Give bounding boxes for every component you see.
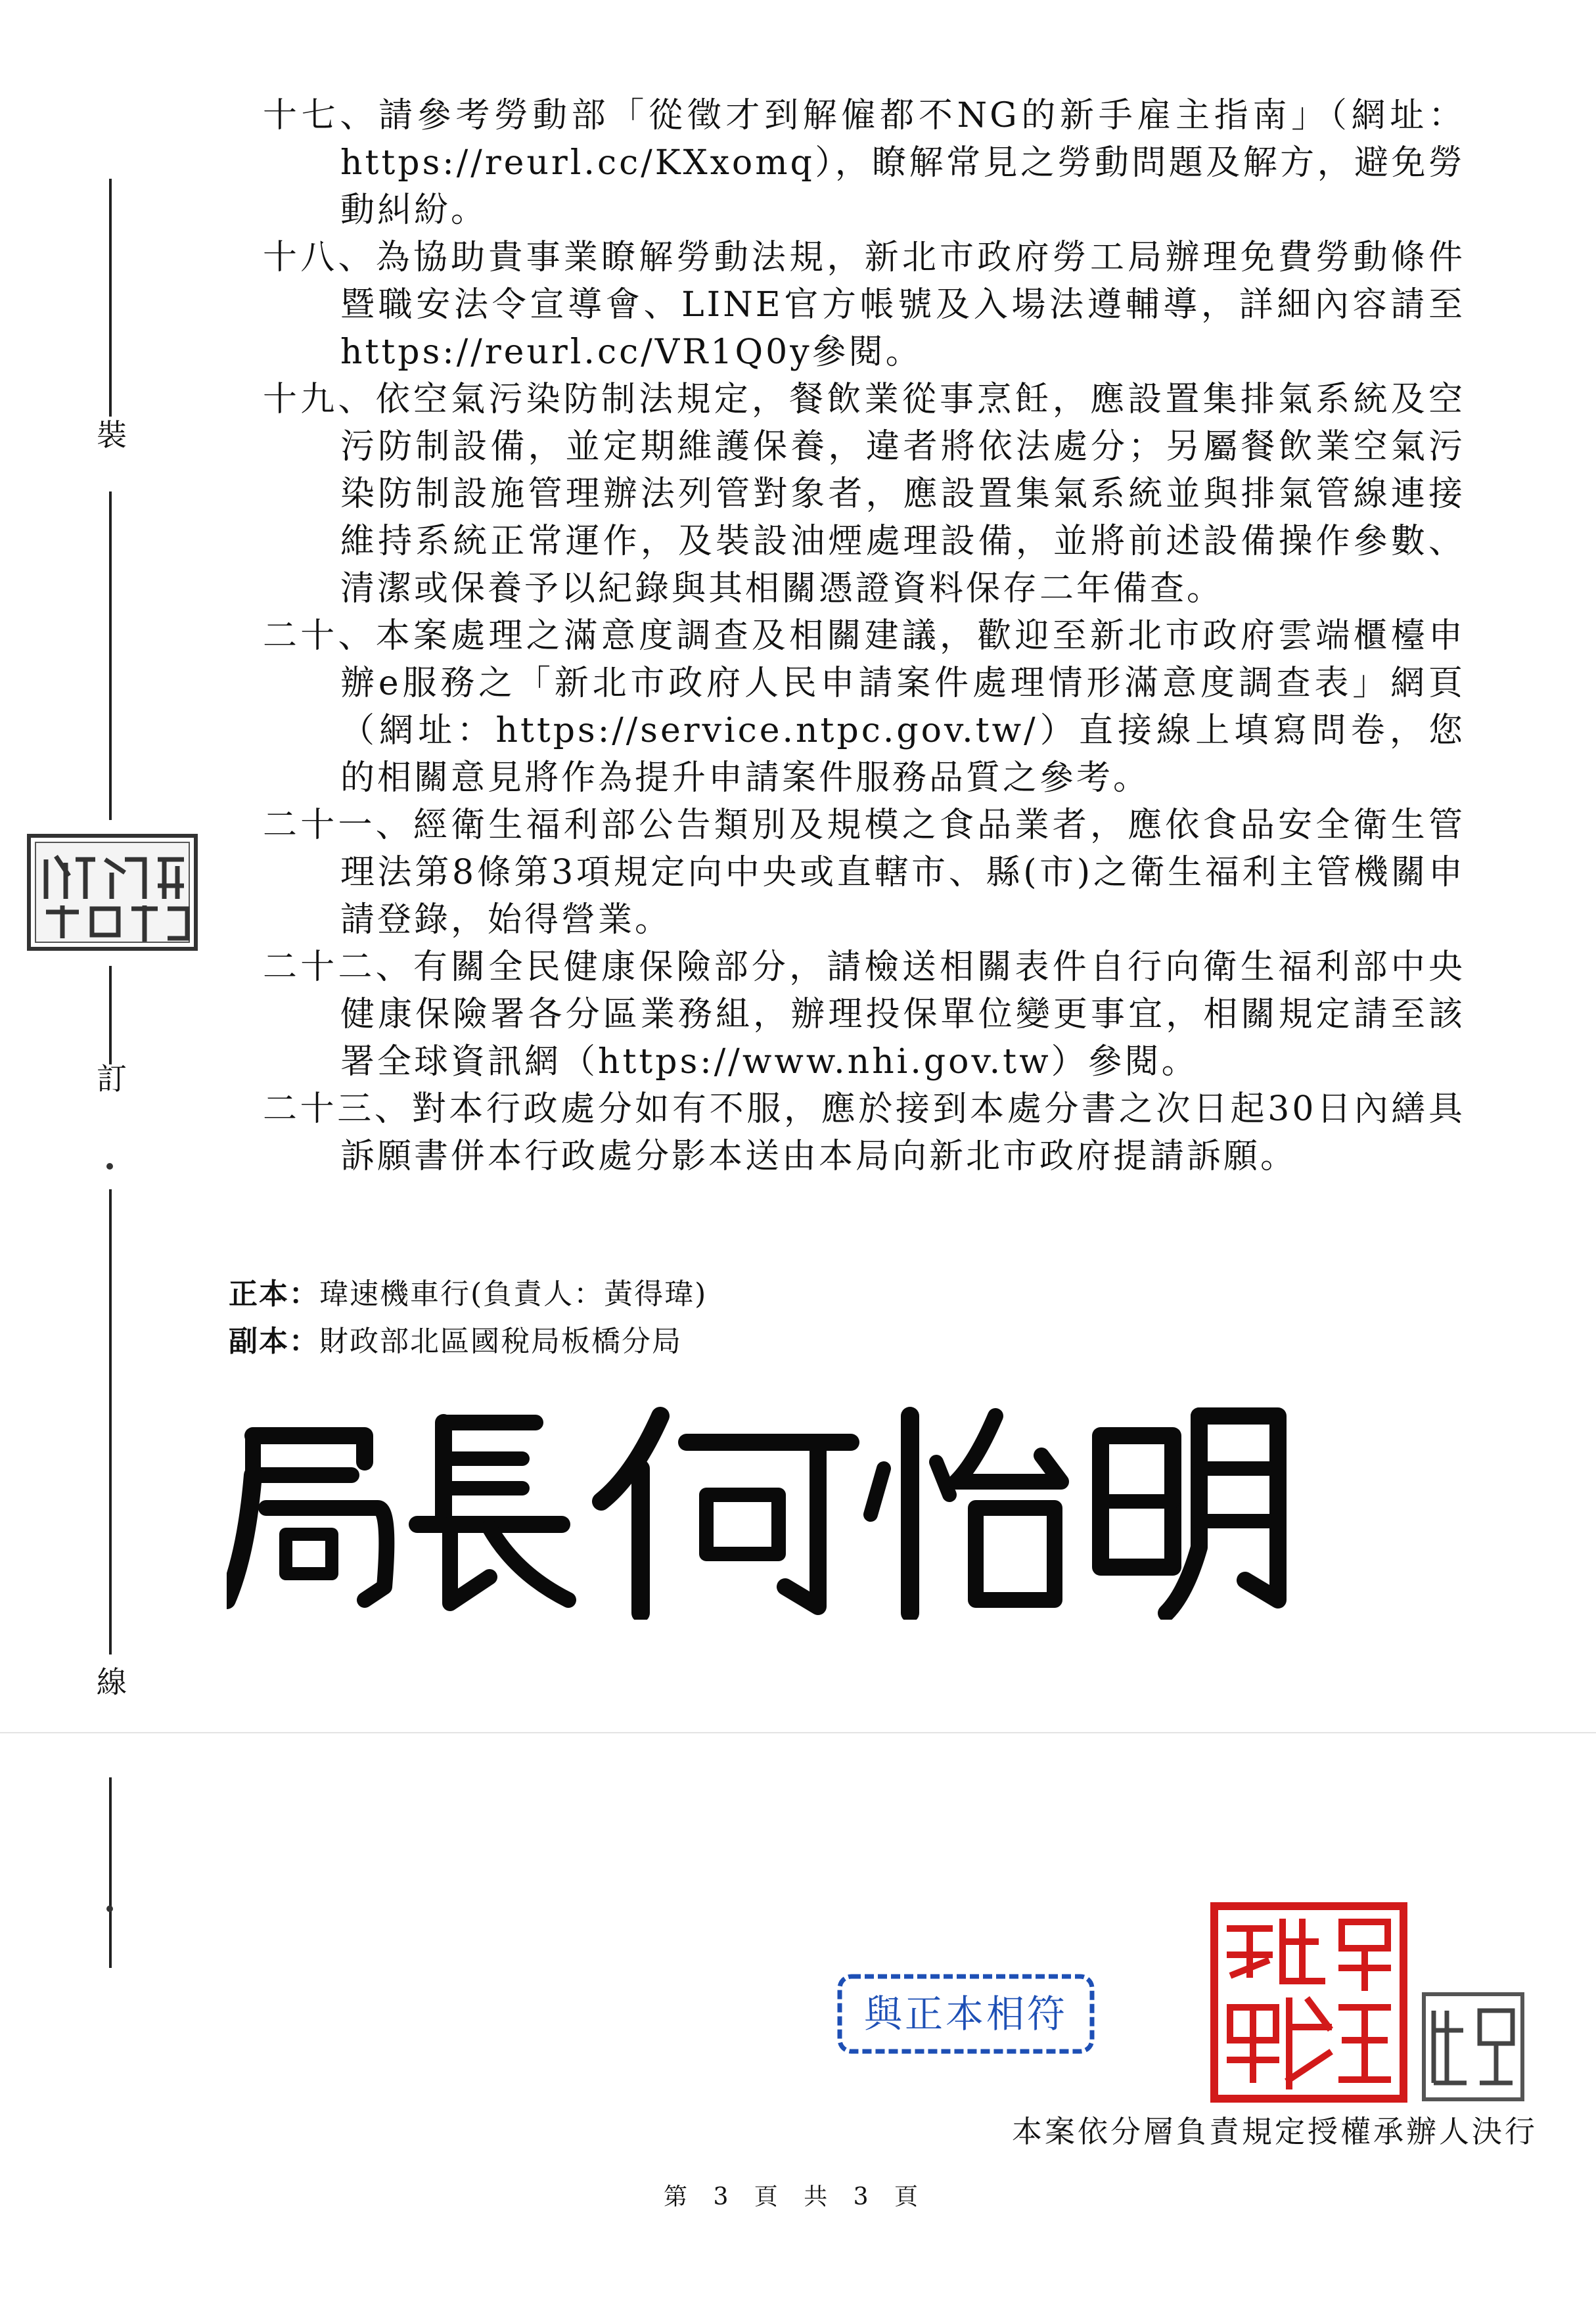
binding-line-4 [109,1189,112,1655]
item-text: 依空氣污染防制法規定，餐飲業從事烹飪，應設置集排氣系統及空污防制設備，並定期維護保養，違者將依法處分；另屬餐飲業空氣污染防制設施管理辦法列管對象者，應設置集氣系統並與排氣管線連接維持系統正常運作，及裝設油煙處理設備，並將前述設備操作參數、清潔或保養予以紀錄與其相關憑證資料保存二年備查。 [340,380,1465,608]
agency-seal-red [1210,1902,1407,2103]
item-text: 經衛生福利部公告類別及規模之食品業者，應依食品安全衛生管理法第8條第3項規定向中央或直轄市、縣(市)之衛生福利主管機關申請登錄，始得營業。 [340,806,1465,940]
item-text: 為協助貴事業瞭解勞動法規，新北市政府勞工局辦理免費勞動條件暨職安法令宣導會、LINE官方帳號及入場法遵輔導，詳細內容請至https://reurl.cc/VR1Q0y參閱。 [340,238,1465,372]
item-number: 十七、 [263,96,379,135]
list-item [263,944,1465,1085]
binding-dot [106,1163,113,1170]
certified-stamp-text: 與正本相符 [863,1992,1068,2036]
binding-char-zhuang: 裝 [97,417,127,453]
personal-seal [1421,1991,1526,2103]
director-signature [227,1396,1291,1620]
duplicate-value: 財政部北區國稅局板橋分局 [319,1325,682,1358]
binding-line-3 [109,966,112,1064]
item-number: 十九、 [263,380,376,419]
binding-line-5 [109,1777,112,1968]
original-label: 正本： [229,1277,319,1311]
items-list [263,92,1465,1180]
item-number: 二十、 [263,616,376,656]
duplicate-label: 副本： [229,1325,319,1358]
original-value: 瑋速機車行(負責人：黃得瑋) [319,1277,708,1311]
item-number: 二十二、 [263,947,413,987]
page-number: 第 3 頁 共 3 頁 [664,2183,928,2210]
list-item [263,612,1465,802]
binding-char-ding: 訂 [97,1061,127,1097]
item-text: 請參考勞動部「從徵才到解僱都不NG的新手雇主指南」（網址：https://reurl.cc/KXxomq），瞭解常見之勞動問題及解方，避免勞動糾紛。 [340,96,1465,230]
item-number: 二十三、 [263,1089,412,1129]
signature-text: 局長何怡明 [227,1396,230,1397]
list-item [263,92,1465,234]
list-item [263,376,1465,612]
binding-line-2 [109,491,112,820]
duplicate-recipient [229,1322,682,1361]
binding-line-1 [109,179,112,417]
certified-stamp [834,1971,1097,2057]
item-text: 對本行政處分如有不服，應於接到本處分書之次日起30日內繕具訴願書併本行政處分影本送由本局向新北市政府提請訴願。 [340,1089,1465,1176]
list-item [263,1085,1465,1180]
item-number: 十八、 [263,238,376,277]
list-item [263,234,1465,376]
original-recipient [229,1275,707,1314]
binding-char-xian: 線 [97,1664,127,1700]
item-number: 二十一、 [263,806,413,845]
binding-dot-lower [106,1906,113,1912]
list-item [263,802,1465,944]
authorization-note: 本案依分層負責規定授權承辦人決行 [1012,2114,1538,2149]
official-seal-left [26,833,198,951]
page-divider [0,1732,1596,1733]
item-text: 有關全民健康保險部分，請檢送相關表件自行向衛生福利部中央健康保險署各分區業務組，辦理投保單位變更事宜，相關規定請至該署全球資訊網（https://www.nhi.gov.tw）參閱。 [340,947,1465,1082]
item-text: 本案處理之滿意度調查及相關建議，歡迎至新北市政府雲端櫃檯申辦e服務之「新北市政府人民申請案件處理情形滿意度調查表」網頁（網址：https://service.ntpc.gov.tw/）直接線上填寫問卷，您的相關意見將作為提升申請案件服務品質之參考。 [340,616,1465,798]
